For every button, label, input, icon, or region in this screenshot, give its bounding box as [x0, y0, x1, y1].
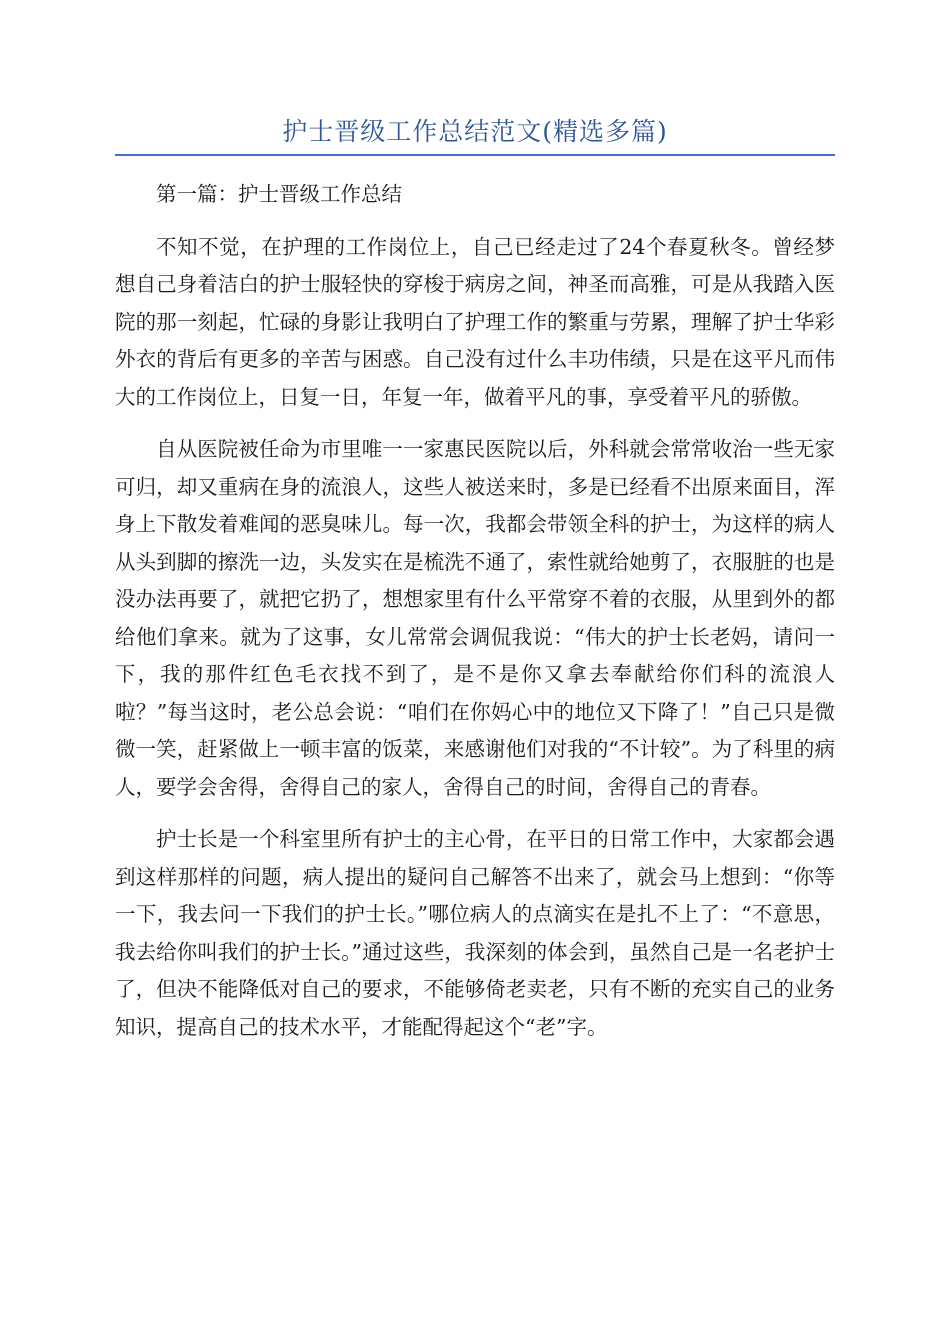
title-underline [115, 154, 835, 156]
document-title: 护士晋级工作总结范文(精选多篇) [282, 117, 668, 146]
section-heading: 第一篇：护士晋级工作总结 [156, 182, 402, 206]
document-body [115, 176, 835, 1061]
paragraph-2: 自从医院被任命为市里唯一一家惠民医院以后，外科就会常常收治一些无家可归，却又重病在身的流浪人，这些人被送来时，多是已经看不出原来面目，浑身上下散发着难闻的恶臭味儿。每一次，我都会带领全科的护士，为这样的病人从头到脚的擦洗一边，头发实在是梳洗不通了，索性就给她剪了，衣服脏的也是没办法再要了，就把它扔了，想想家里有什么平常穿不着的衣服，从里到外的都给他们拿来。就为了这事，女儿常常会调侃我说：“伟大的护士长老妈，请问一下，我的那件红色毛衣找不到了，是不是你又拿去奉献给你们科的流浪人啦？”每当这时，老公总会说：“咱们在你妈心中的地位又下降了！”自己只是微微一笑，赶紧做上一顿丰富的饭菜，来感谢他们对我的“不计较”。为了科里的病人，要学会舍得，舍得自己的家人，舍得自己的时间，舍得自己的青春。 [115, 437, 835, 799]
paragraph-1: 不知不觉，在护理的工作岗位上，自己已经走过了24个春夏秋冬。曾经梦想自己身着洁白的护士服轻快的穿梭于病房之间，神圣而高雅，可是从我踏入医院的那一刻起，忙碌的身影让我明白了护理工作的繁重与劳累，理解了护士华彩外衣的背后有更多的辛苦与困惑。自己没有过什么丰功伟绩，只是在这平凡而伟大的工作岗位上，日复一日，年复一年，做着平凡的事，享受着平凡的骄傲。 [115, 234, 835, 409]
paragraph-3: 护士长是一个科室里所有护士的主心骨，在平日的日常工作中，大家都会遇到这样那样的问题，病人提出的疑问自己解答不出来了，就会马上想到：“你等一下，我去问一下我们的护士长。”哪位病人的点滴实在是扎不上了：“不意思，我去给你叫我们的护士长。”通过这些，我深刻的体会到，虽然自己是一名老护士了，但决不能降低对自己的要求，不能够倚老卖老，只有不断的充实自己的业务知识，提高自己的技术水平，才能配得起这个“老”字。 [115, 827, 835, 1039]
